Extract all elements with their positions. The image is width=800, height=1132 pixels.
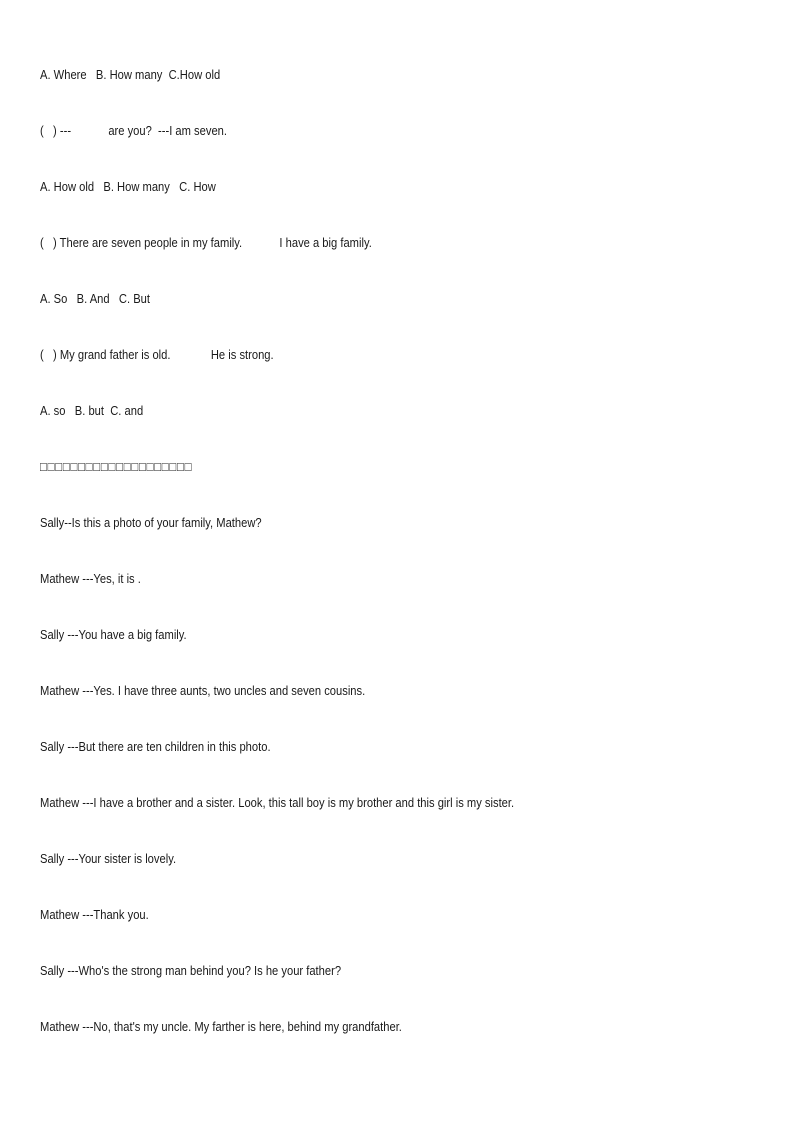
question-options-4: A. so B. but C. and [40, 403, 144, 418]
question-options-3: A. So B. And C. But [40, 291, 150, 306]
dialogue-line-10: Mathew ---No, that's my uncle. My farther is here, behind my grandfather. [40, 1019, 402, 1034]
question-2: ( ) --- are you? ---I am seven. [40, 123, 227, 138]
dialogue-line-4: Mathew ---Yes. I have three aunts, two uncles and seven cousins. [40, 683, 366, 698]
section-heading: □□□□□□□□□□□□□□□□□□□□ [40, 459, 193, 474]
dialogue-line-2: Mathew ---Yes, it is . [40, 571, 141, 586]
question-options-2: A. How old B. How many C. How [40, 179, 216, 194]
dialogue-line-3: Sally ---You have a big family. [40, 627, 187, 642]
question-3: ( ) There are seven people in my family. I have a big family. [40, 235, 372, 250]
question-4: ( ) My grand father is old. He is strong. [40, 347, 274, 362]
dialogue-line-8: Mathew ---Thank you. [40, 907, 149, 922]
dialogue-line-5: Sally ---But there are ten children in this photo. [40, 739, 271, 754]
dialogue-line-9: Sally ---Who's the strong man behind you? Is he your father? [40, 963, 342, 978]
dialogue-line-7: Sally ---Your sister is lovely. [40, 851, 177, 866]
dialogue-line-6: Mathew ---I have a brother and a sister. Look, this tall boy is my brother and this girl is my sister. [40, 795, 515, 810]
question-options-1: A. Where B. How many C.How old [40, 67, 221, 82]
dialogue-line-1: Sally--Is this a photo of your family, Mathew? [40, 515, 262, 530]
